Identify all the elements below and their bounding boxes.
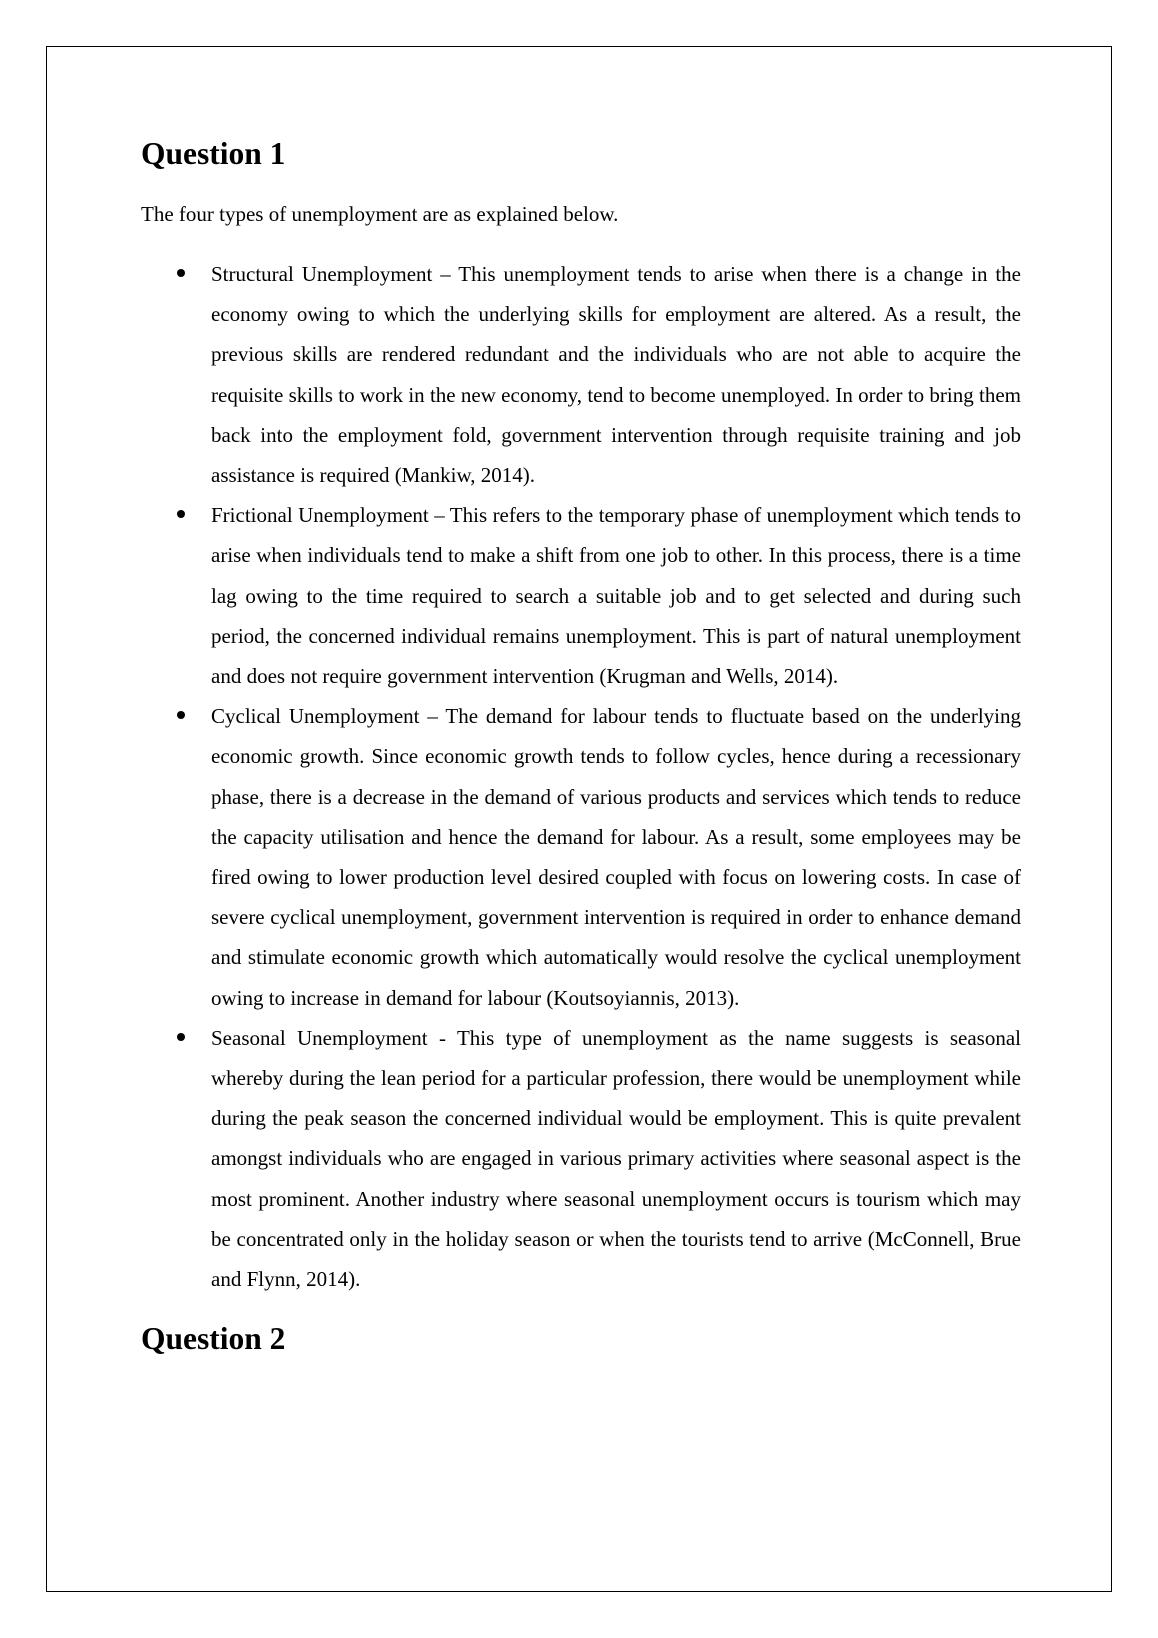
list-item-text: Cyclical Unemployment – The demand for labour tends to fluctuate based on the underlying economic growth. Since economic growth tends to follow cycles, hence during a recessionary phase, there is a decrease in the demand of various products and services which tends to reduce the capacity utilisation and hence the demand for labour. As a result, some employees may be fired owing to lower production level desired coupled with focus on lowering costs. In case of severe cyclical unemployment, government intervention is required in order to enhance demand and stimulate economic growth which automatically would resolve the cyclical unemployment owing to increase in demand for labour (Koutsoyiannis, 2013). xyxy=(211,704,1021,1010)
list-item-frictional xyxy=(141,495,1021,696)
document-body xyxy=(141,134,1021,1359)
bullet-icon xyxy=(177,1033,185,1041)
list-item-text: Structural Unemployment – This unemployment tends to arise when there is a change in the economy owing to which the underlying skills for employment are altered. As a result, the previous skills are rendered redundant and the individuals who are not able to acquire the requisite skills to work in the new economy, tend to become unemployed. In order to bring them back into the employment fold, government intervention through requisite training and job assistance is required (Mankiw, 2014). xyxy=(211,262,1021,488)
unemployment-types-list xyxy=(141,254,1021,1299)
list-item-cyclical xyxy=(141,696,1021,1018)
list-item-seasonal xyxy=(141,1018,1021,1299)
question-2-heading: Question 2 xyxy=(141,1321,286,1357)
bullet-icon xyxy=(177,711,185,719)
question-1-heading: Question 1 xyxy=(141,136,286,171)
bullet-icon xyxy=(177,510,185,518)
intro-paragraph: The four types of unemployment are as explained below. xyxy=(141,202,619,226)
bullet-icon xyxy=(177,269,185,277)
list-item-text: Seasonal Unemployment - This type of unemployment as the name suggests is seasonal whereby during the lean period for a particular profession, there would be unemployment while during the peak season the concerned individual would be employment. This is quite prevalent amongst individuals who are engaged in various primary activities where seasonal aspect is the most prominent. Another industry where seasonal unemployment occurs is tourism which may be concentrated only in the holiday season or when the tourists tend to arrive (McConnell, Brue and Flynn, 2014). xyxy=(211,1025,1021,1292)
list-item-text: Frictional Unemployment – This refers to the temporary phase of unemployment which tends to arise when individuals tend to make a shift from one job to other. In this process, there is a time lag owing to the time required to search a suitable job and to get selected and during such period, the concerned individual remains unemployment. This is part of natural unemployment and does not require government intervention (Krugman and Wells, 2014). xyxy=(211,503,1021,689)
list-item-structural xyxy=(141,254,1021,495)
